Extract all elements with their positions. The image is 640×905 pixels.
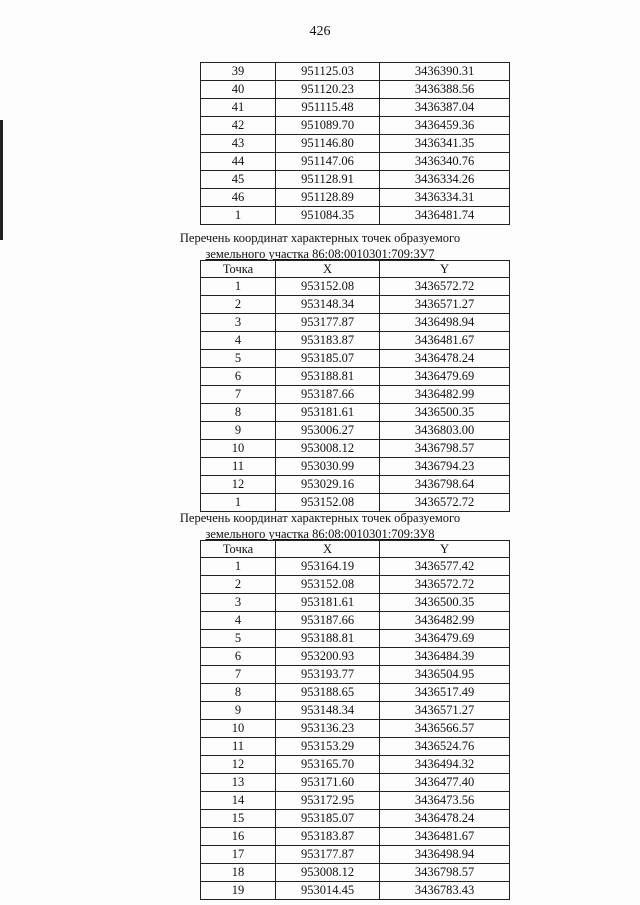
table-row bbox=[201, 153, 510, 171]
cell-point: 10 bbox=[201, 720, 276, 738]
cell-point: 2 bbox=[201, 296, 276, 314]
cell-x: 953185.07 bbox=[276, 350, 380, 368]
table-row bbox=[201, 99, 510, 117]
table-row bbox=[201, 278, 510, 296]
cell-x: 953181.61 bbox=[276, 404, 380, 422]
table-row bbox=[201, 630, 510, 648]
cell-point: 43 bbox=[201, 135, 276, 153]
cell-x: 953188.81 bbox=[276, 630, 380, 648]
table-body bbox=[201, 63, 510, 225]
cell-point: 42 bbox=[201, 117, 276, 135]
table-row bbox=[201, 350, 510, 368]
cell-point: 1 bbox=[201, 494, 276, 512]
cell-y: 3436783.43 bbox=[380, 882, 510, 900]
table-row bbox=[201, 189, 510, 207]
table-row bbox=[201, 720, 510, 738]
cell-x: 951128.89 bbox=[276, 189, 380, 207]
cell-x: 951147.06 bbox=[276, 153, 380, 171]
cell-x: 953029.16 bbox=[276, 476, 380, 494]
table-row bbox=[201, 666, 510, 684]
cell-point: 16 bbox=[201, 828, 276, 846]
cell-x: 953152.08 bbox=[276, 576, 380, 594]
table-body bbox=[201, 558, 510, 900]
coordinates-table-zu7 bbox=[200, 260, 510, 512]
cell-x: 953136.23 bbox=[276, 720, 380, 738]
header-row bbox=[201, 261, 510, 278]
cell-x: 953148.34 bbox=[276, 296, 380, 314]
table-row bbox=[201, 117, 510, 135]
cell-x: 953181.61 bbox=[276, 594, 380, 612]
table-row bbox=[201, 756, 510, 774]
table-row bbox=[201, 774, 510, 792]
cell-x: 953008.12 bbox=[276, 864, 380, 882]
cell-x: 953030.99 bbox=[276, 458, 380, 476]
cell-y: 3436390.31 bbox=[380, 63, 510, 81]
cell-point: 44 bbox=[201, 153, 276, 171]
cell-point: 39 bbox=[201, 63, 276, 81]
table-row bbox=[201, 648, 510, 666]
cell-x: 951120.23 bbox=[276, 81, 380, 99]
caption-zu7-line2: земельного участка 86:08:0010301:709:ЗУ7 bbox=[205, 247, 435, 261]
cell-point: 40 bbox=[201, 81, 276, 99]
cell-y: 3436517.49 bbox=[380, 684, 510, 702]
cell-point: 4 bbox=[201, 612, 276, 630]
cell-y: 3436459.36 bbox=[380, 117, 510, 135]
caption-zu8-line1: Перечень координат характерных точек образуемого bbox=[179, 511, 461, 525]
cell-y: 3436498.94 bbox=[380, 314, 510, 332]
cell-point: 3 bbox=[201, 594, 276, 612]
cell-x: 953152.08 bbox=[276, 494, 380, 512]
cell-point: 15 bbox=[201, 810, 276, 828]
cell-y: 3436571.27 bbox=[380, 702, 510, 720]
caption-zu7-line1: Перечень координат характерных точек образуемого bbox=[179, 231, 461, 245]
cell-y: 3436494.32 bbox=[380, 756, 510, 774]
cell-y: 3436478.24 bbox=[380, 350, 510, 368]
table-row bbox=[201, 576, 510, 594]
cell-point: 2 bbox=[201, 576, 276, 594]
cell-y: 3436566.57 bbox=[380, 720, 510, 738]
header-point: Точка bbox=[201, 261, 276, 278]
cell-y: 3436473.56 bbox=[380, 792, 510, 810]
cell-y: 3436500.35 bbox=[380, 594, 510, 612]
cell-y: 3436798.57 bbox=[380, 864, 510, 882]
table-row bbox=[201, 882, 510, 900]
cell-x: 951115.48 bbox=[276, 99, 380, 117]
cell-point: 4 bbox=[201, 332, 276, 350]
cell-point: 8 bbox=[201, 684, 276, 702]
cell-x: 953187.66 bbox=[276, 612, 380, 630]
table-row bbox=[201, 422, 510, 440]
cell-y: 3436388.56 bbox=[380, 81, 510, 99]
cell-y: 3436572.72 bbox=[380, 278, 510, 296]
cell-point: 41 bbox=[201, 99, 276, 117]
cell-point: 10 bbox=[201, 440, 276, 458]
table-row bbox=[201, 386, 510, 404]
header-x: X bbox=[276, 541, 380, 558]
cell-x: 953183.87 bbox=[276, 332, 380, 350]
table-row bbox=[201, 296, 510, 314]
table-row bbox=[201, 332, 510, 350]
table-row bbox=[201, 171, 510, 189]
cell-point: 1 bbox=[201, 278, 276, 296]
cell-y: 3436577.42 bbox=[380, 558, 510, 576]
cell-point: 19 bbox=[201, 882, 276, 900]
cell-y: 3436481.67 bbox=[380, 332, 510, 350]
cell-point: 1 bbox=[201, 207, 276, 225]
cell-y: 3436340.76 bbox=[380, 153, 510, 171]
cell-x: 953183.87 bbox=[276, 828, 380, 846]
cell-y: 3436481.67 bbox=[380, 828, 510, 846]
cell-y: 3436803.00 bbox=[380, 422, 510, 440]
cell-x: 951146.80 bbox=[276, 135, 380, 153]
cell-point: 17 bbox=[201, 846, 276, 864]
page-number: 426 bbox=[309, 24, 331, 39]
table-row bbox=[201, 702, 510, 720]
cell-y: 3436334.31 bbox=[380, 189, 510, 207]
cell-point: 11 bbox=[201, 458, 276, 476]
table-row bbox=[201, 440, 510, 458]
table-row bbox=[201, 81, 510, 99]
cell-x: 953188.65 bbox=[276, 684, 380, 702]
cell-y: 3436341.35 bbox=[380, 135, 510, 153]
cell-point: 13 bbox=[201, 774, 276, 792]
cell-y: 3436484.39 bbox=[380, 648, 510, 666]
cell-y: 3436504.95 bbox=[380, 666, 510, 684]
cell-point: 7 bbox=[201, 386, 276, 404]
cell-y: 3436524.76 bbox=[380, 738, 510, 756]
header-y: Y bbox=[380, 541, 510, 558]
cell-x: 953200.93 bbox=[276, 648, 380, 666]
cell-y: 3436794.23 bbox=[380, 458, 510, 476]
cell-x: 953177.87 bbox=[276, 846, 380, 864]
cell-point: 1 bbox=[201, 558, 276, 576]
cell-point: 9 bbox=[201, 702, 276, 720]
cell-y: 3436482.99 bbox=[380, 612, 510, 630]
cell-x: 953185.07 bbox=[276, 810, 380, 828]
cell-x: 951089.70 bbox=[276, 117, 380, 135]
cell-x: 953014.45 bbox=[276, 882, 380, 900]
table-row bbox=[201, 828, 510, 846]
header-point: Точка bbox=[201, 541, 276, 558]
table-row bbox=[201, 684, 510, 702]
table-row bbox=[201, 476, 510, 494]
caption-zu8-line2: земельного участка 86:08:0010301:709:ЗУ8 bbox=[205, 527, 435, 541]
table-row bbox=[201, 810, 510, 828]
cell-point: 45 bbox=[201, 171, 276, 189]
cell-y: 3436387.04 bbox=[380, 99, 510, 117]
cell-y: 3436500.35 bbox=[380, 404, 510, 422]
coordinates-table-continued bbox=[200, 62, 510, 225]
table-row bbox=[201, 612, 510, 630]
cell-y: 3436334.26 bbox=[380, 171, 510, 189]
cell-x: 951125.03 bbox=[276, 63, 380, 81]
cell-y: 3436479.69 bbox=[380, 368, 510, 386]
table-row bbox=[201, 594, 510, 612]
cell-point: 5 bbox=[201, 630, 276, 648]
table-row bbox=[201, 864, 510, 882]
cell-y: 3436477.40 bbox=[380, 774, 510, 792]
table-row bbox=[201, 207, 510, 225]
cell-point: 9 bbox=[201, 422, 276, 440]
header-y: Y bbox=[380, 261, 510, 278]
table-row bbox=[201, 135, 510, 153]
cell-point: 6 bbox=[201, 648, 276, 666]
cell-x: 953006.27 bbox=[276, 422, 380, 440]
cell-y: 3436479.69 bbox=[380, 630, 510, 648]
cell-y: 3436481.74 bbox=[380, 207, 510, 225]
coordinates-table-zu8 bbox=[200, 540, 510, 900]
cell-point: 11 bbox=[201, 738, 276, 756]
table-row bbox=[201, 63, 510, 81]
cell-point: 14 bbox=[201, 792, 276, 810]
cell-x: 953148.34 bbox=[276, 702, 380, 720]
cell-y: 3436498.94 bbox=[380, 846, 510, 864]
table-body bbox=[201, 278, 510, 512]
table-row bbox=[201, 368, 510, 386]
cell-x: 951084.35 bbox=[276, 207, 380, 225]
table-row bbox=[201, 458, 510, 476]
cell-point: 5 bbox=[201, 350, 276, 368]
cell-x: 953177.87 bbox=[276, 314, 380, 332]
cell-y: 3436571.27 bbox=[380, 296, 510, 314]
header-row bbox=[201, 541, 510, 558]
table-row bbox=[201, 738, 510, 756]
table-header bbox=[201, 261, 510, 278]
cell-point: 6 bbox=[201, 368, 276, 386]
cell-point: 18 bbox=[201, 864, 276, 882]
caption-zu8 bbox=[0, 510, 640, 542]
cell-y: 3436478.24 bbox=[380, 810, 510, 828]
table-row bbox=[201, 846, 510, 864]
cell-x: 951128.91 bbox=[276, 171, 380, 189]
table-row bbox=[201, 494, 510, 512]
cell-y: 3436572.72 bbox=[380, 494, 510, 512]
cell-x: 953172.95 bbox=[276, 792, 380, 810]
cell-point: 8 bbox=[201, 404, 276, 422]
cell-x: 953008.12 bbox=[276, 440, 380, 458]
table-row bbox=[201, 792, 510, 810]
cell-x: 953187.66 bbox=[276, 386, 380, 404]
cell-x: 953164.19 bbox=[276, 558, 380, 576]
cell-y: 3436572.72 bbox=[380, 576, 510, 594]
cell-x: 953193.77 bbox=[276, 666, 380, 684]
table-row bbox=[201, 558, 510, 576]
cell-point: 3 bbox=[201, 314, 276, 332]
cell-point: 7 bbox=[201, 666, 276, 684]
margin-mark bbox=[0, 120, 3, 240]
cell-y: 3436482.99 bbox=[380, 386, 510, 404]
table-row bbox=[201, 314, 510, 332]
cell-y: 3436798.64 bbox=[380, 476, 510, 494]
cell-x: 953152.08 bbox=[276, 278, 380, 296]
cell-point: 12 bbox=[201, 756, 276, 774]
cell-y: 3436798.57 bbox=[380, 440, 510, 458]
table-row bbox=[201, 404, 510, 422]
cell-point: 46 bbox=[201, 189, 276, 207]
cell-point: 12 bbox=[201, 476, 276, 494]
cell-x: 953153.29 bbox=[276, 738, 380, 756]
cell-x: 953188.81 bbox=[276, 368, 380, 386]
cell-x: 953171.60 bbox=[276, 774, 380, 792]
table-header bbox=[201, 541, 510, 558]
header-x: X bbox=[276, 261, 380, 278]
cell-x: 953165.70 bbox=[276, 756, 380, 774]
caption-zu7 bbox=[0, 230, 640, 262]
